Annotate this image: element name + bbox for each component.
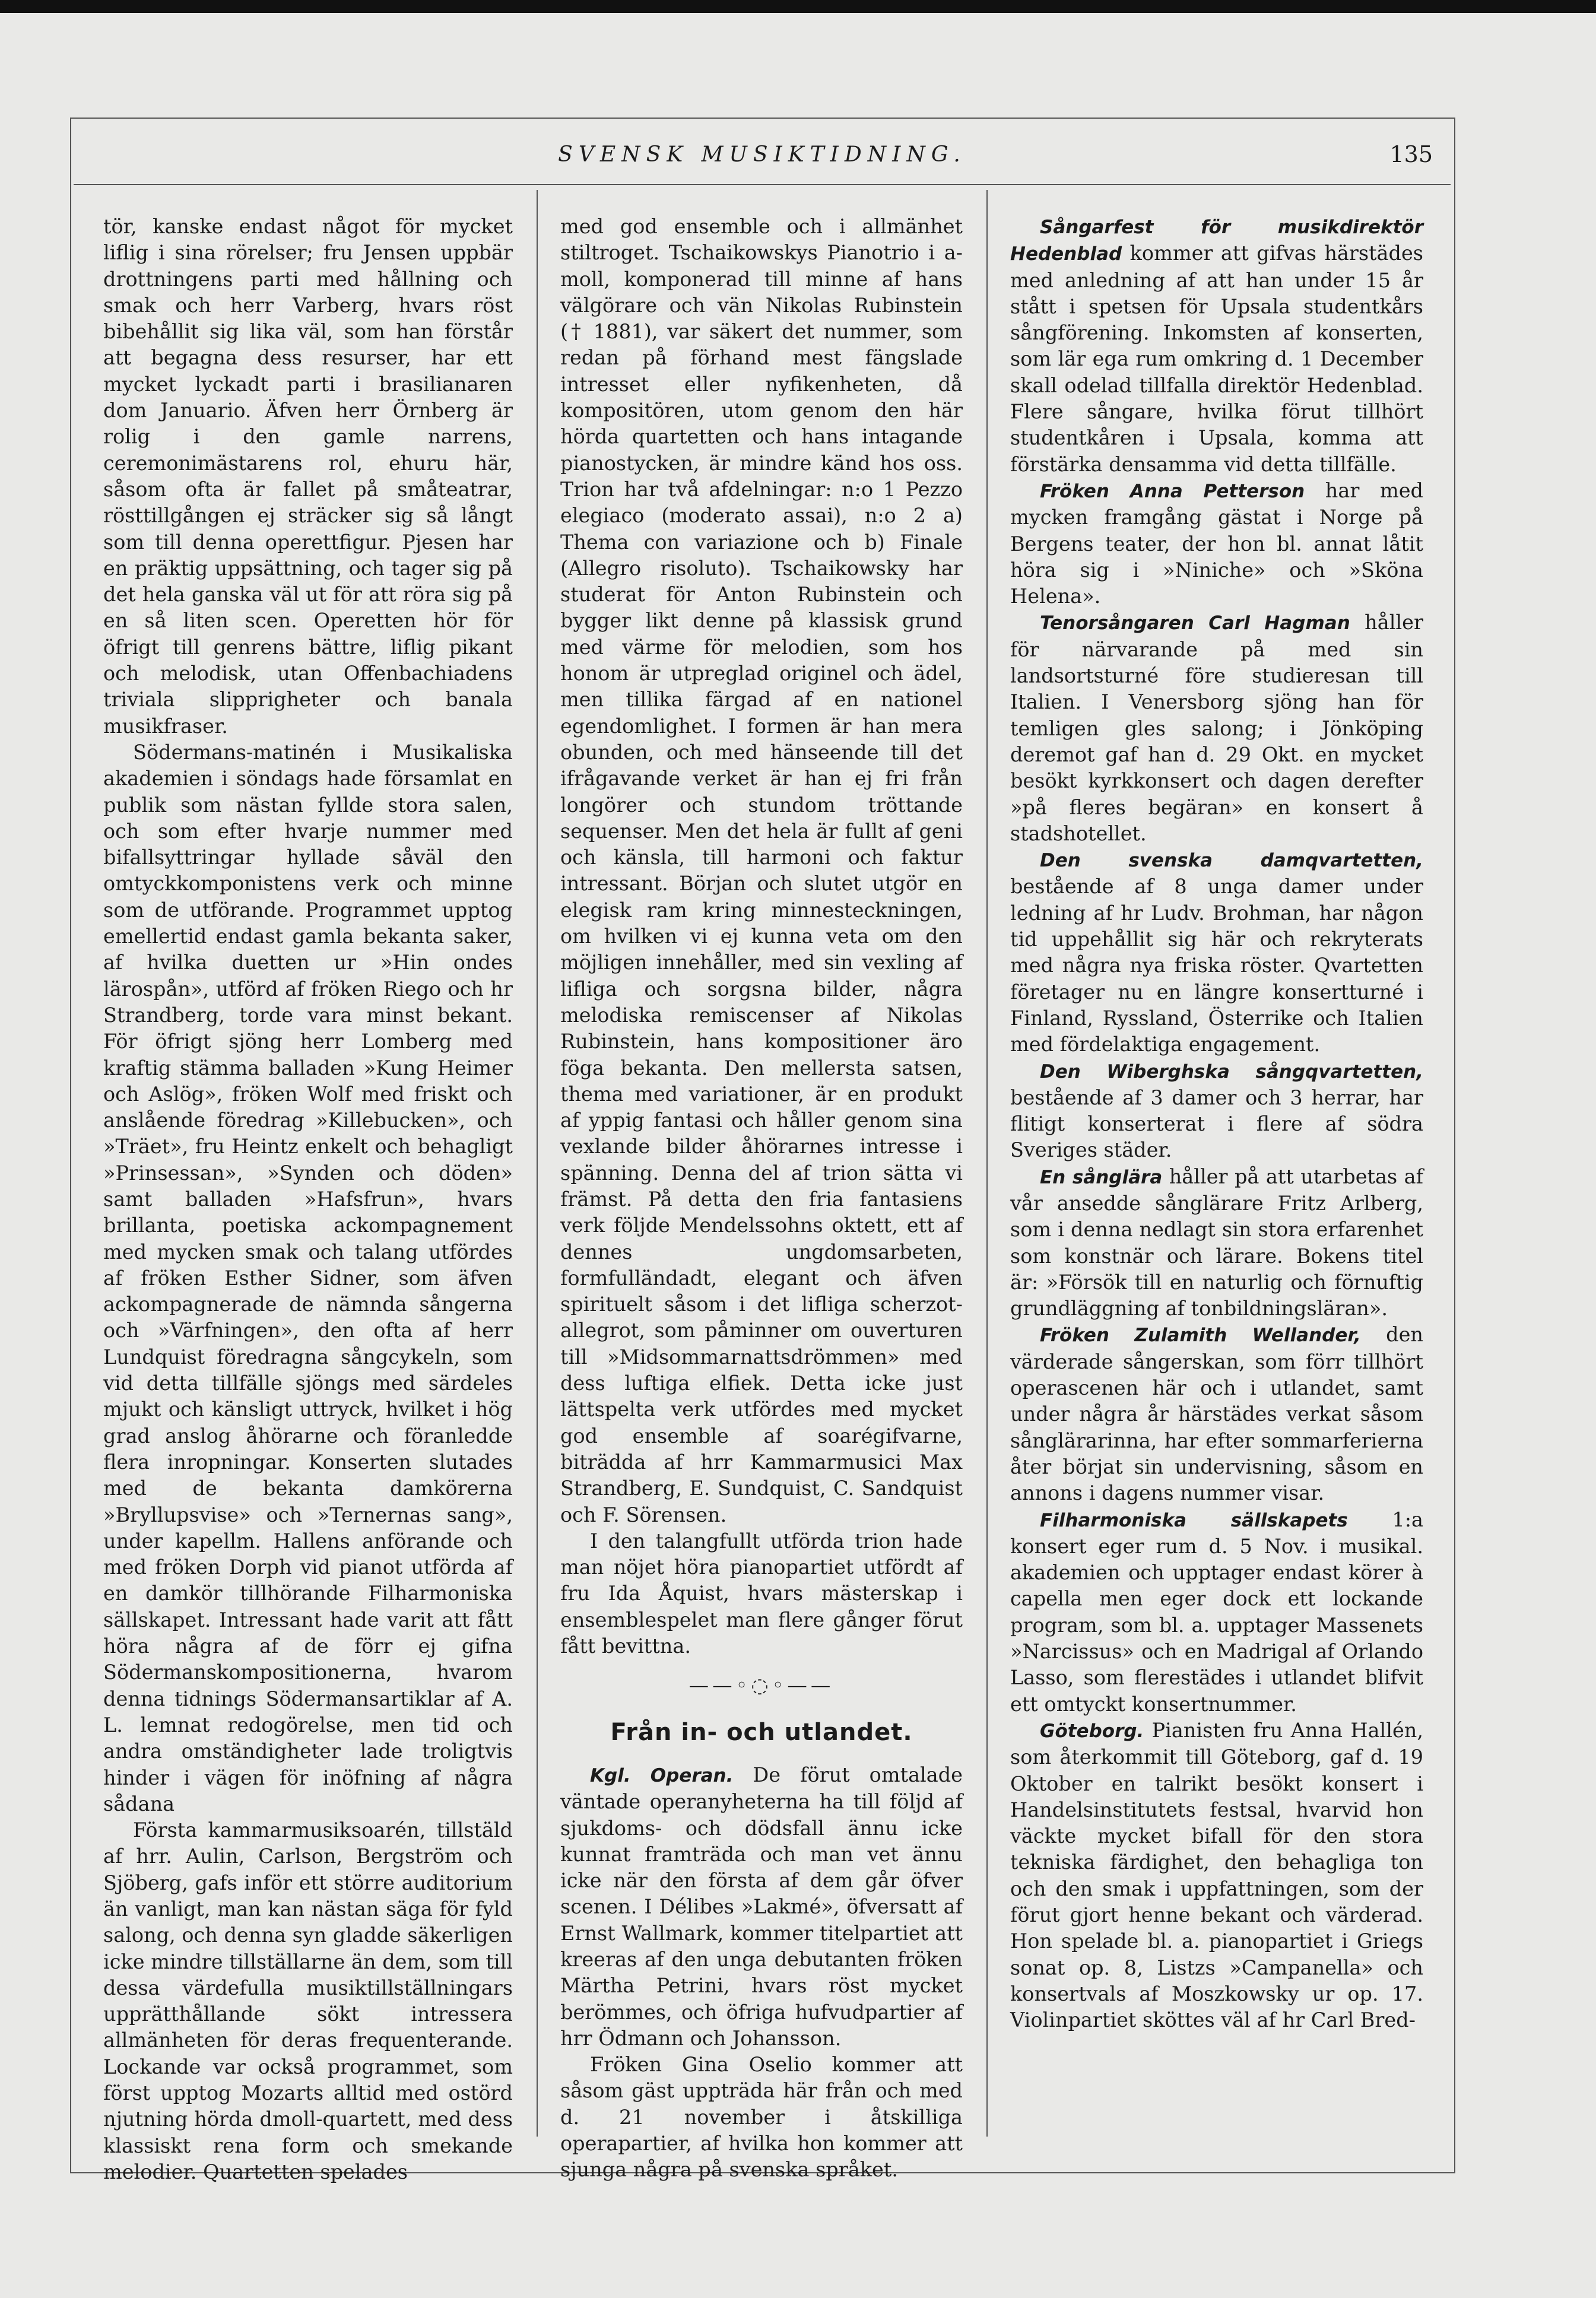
item-text: De förut omtalade väntade operanyheterna ha till följd af sjukdoms- och dödsfall ännu icke kunnat framträda och man vet ännu icke när den första af dem går öfver scenen. I Délibes »Lakmé», öfversatt af Ernst Wallmark, kommer titelpartiet att kreeras af den unga debutanten fröken Märtha Petrini, hvars röst mycket berömmes, och öfriga hufvudpartier af hrr Ödmann och Johansson.	[560, 1763, 963, 2050]
paragraph: Första kammarmusiksoarén, tillstäld af hrr. Aulin, Carlson, Bergström och Sjöberg, gafs inför ett större auditorium än vanligt, man kan nästan säga för fyld salong, och denna syn gladde säkerligen icke mindre tillställarne än dem, som till dessa värdefulla musiktillställningars upprätthållande sökt intressera allmänheten för deras frequenterande. Lockande var också programmet, som först upptog Mozarts alltid med ostörd njutning hörda dmoll-quartett, med dess klassiskt rena form och smekande melodier. Quartetten spelades	[103, 1818, 513, 2183]
item-text: har med mycken framgång gästat i Norge på Bergens teater, der hon bl. annat låtit höra sig i »Niniche» och »Sköna Helena».	[1010, 478, 1423, 608]
paragraph: med god ensemble och i allmänhet stiltroget. Tschaikowskys Pianotrio i a-moll, komponerad till minne af hans välgörare och vän Nikolas Rubinstein († 1881), var säkert det nummer, som redan på förhand mest fängslade intresset eller nyfikenheten, då kompositören, utom genom den här hörda quartetten och hans intagande pianostycken, är mindre känd hos oss. Trion har två afdelningar: n:o 1 Pezzo elegiaco (moderato assai), n:o 2 a) Thema con variazione och b) Finale (Allegro risoluto). Tschaikowsky har studerat för Anton Rubinstein och bygger likt denne på klassisk grund med värme för melodien, som hos honom är utpreglad originel och ädel, men tillika färgad af en nationel egendomlighet. I formen är han mera obunden, och med hänseende till det ifrågavande verket är han ej fri från longörer och stundom tröttande sequenser. Men det hela är fullt af geni och känsla, till harmoni och faktur intressant. Början och slutet utgör en elegisk ram kring minnesteckningen, om hvilken vi ej kunna veta om den möjligen innehåller, med sin vexling af lifliga och sorgsna bilder, några melodiska remiscenser af Nikolas Rubinstein, hans kompositioner äro föga bekanta. Den mellersta satsen, thema med variationer, är en produkt af yppig fantasi och håller genom sina vexlande bilder åhörarnes intresse i spänning. Denna del af trion sätta vi främst. På detta den fria fantasiens verk följde Mendelssohns oktett, ett af dennes ungdomsarbeten, formfulländadt, elegant och äfven spirituelt såsom i det lifliga scherzot-allegrot, som påminner om ouverturen till »Midsommarnattsdrömmen» med dess luftiga elfiek. Detta icke just lättspelta verk utfördes med mycket god ensemble af soarégifvarne, biträdda af hrr Kammarmusici Max Strandberg, E. Sundquist, C. Sandquist och F. Sörensen.	[560, 215, 963, 1526]
news-item	[1010, 847, 1423, 1058]
item-text: bestående af 3 damer och 3 herrar, har flitigt konserterat i flere af södra Sveriges städer.	[1010, 1085, 1423, 1162]
page-header	[74, 137, 1451, 185]
item-lead: Kgl. Operan.	[590, 1764, 734, 1786]
item-text: Pianisten fru Anna Hallén, som återkommit till Göteborg, gaf d. 19 Oktober en talrikt besökt konsert i Handelsinstitutets festsal, hvarvid hon väckte mycket bifall för den stora tekniska färdighet, den behagliga ton och den smak i uppfattningen, som der förut gjort henne bekant och värderad. Hon spelade bl. a. pianopartiet i Griegs sonat op. 8, Listzs »Campanella» och konsertvals af Moszkowsky ur op. 17. Violinpartiet sköttes väl af hr Carl Bred-	[1010, 1718, 1423, 2032]
paragraph: Södermans-matinén i Musikaliska akademien i söndags hade församlat en publik som nästan fyllde stora salen, och som efter hvarje nummer med bifallsyttringar hyllade såväl den omtyckkomponistens verk och minne som de utförande. Programmet upptog emellertid endast gamla bekanta saker, af hvilka duetten ur »Hin ondes lärospån», utförd af fröken Riego och hr Strandberg, torde vara minst bekant. För öfrigt sjöng herr Lomberg med kraftig stämma balladen »Kung Heimer och Aslög», fröken Wolf med friskt och anslående föredrag »Killebucken», och »Träet», fru Heintz enkelt och behagligt »Prinsessan», »Synden och döden» samt balladen »Hafsfrun», hvars brillanta, poetiska ackompagnement med mycken smak och talang utfördes af fröken Esther Sidner, som äfven ackompagnerade de nämnda sångerna och »Värfningen», den ofta af herr Lundquist föredragna sångcykeln, som vid detta tillfälle sjöngs med särdeles mjukt och känsligt uttryck, hvilket i hög grad anslog åhörarne och föranledde flera inropningar. Konserten slutades med de bekanta damkörerna »Bryllupsvise» och »Ternernas sang», under kapellm. Hallens anförande och med fröken Dorph vid pianot utförda af en damkör tillhörande Filharmoniska sällskapet. Intressant hade varit att fått höra några af de förr ej gifna Södermanskompositionerna, hvarom denna tidnings Södermansartiklar af A. L. lemnat redogörelse, men tid och andra omständigheter lade troligtvis hinder i vägen för inöfning af några sådana	[103, 740, 513, 1815]
news-item	[1010, 610, 1423, 847]
news-item	[1010, 1718, 1423, 2034]
ornament-divider: ——◦◌◦——	[688, 1674, 835, 1697]
news-item	[1010, 1058, 1423, 1164]
news-item	[1010, 1164, 1423, 1322]
page-number: 135	[1389, 141, 1433, 167]
news-item	[1010, 1322, 1423, 1506]
item-text: kommer att gifvas härstädes med anledning af att han under 15 år stått i spetsen för Upsala studentkårs sångförening. Inkomsten af konserten, som lär ega rum omkring d. 1 December skall odelad tillfalla direktör Hedenblad. Flere sångare, hvilka förut tillhört studentkåren i Upsala, komma att förstärka densamma vid detta tillfälle.	[1010, 242, 1423, 476]
column-2	[560, 214, 963, 2182]
item-lead: Fröken Zulamith Wellander,	[1040, 1325, 1361, 1347]
section-title: Från in- och utlandet.	[610, 1718, 913, 1746]
item-lead: Filharmoniska sällskapets	[1040, 1509, 1348, 1531]
paragraph: I den talangfullt utförda trion hade man nöjet höra pianopartiet utfördt af fru Ida Åquist, hvars mästerskap i ensemblespelet man flere gånger förut fått bevittna.	[560, 1529, 963, 1658]
column-3	[1010, 214, 1423, 2131]
item-lead: Den svenska damqvartetten,	[1040, 850, 1423, 872]
paragraph: tör, kanske endast något för mycket liflig i sina rörelser; fru Jensen uppbär drottningens parti med hållning och smak och herr Varberg, hvars röst bibehållit sig lika väl, som han förstår att begagna dess resurser, har ett mycket lyckadt parti i brasilianaren dom Januario. Äfven herr Örnberg är rolig i den gamle narrens, ceremonimästarens rol, ehuru här, såsom ofta är fallet på småteatrar, rösttillgången ej sträcker sig så långt som till denna operettfigur. Pjesen har en präktig uppsättning, och tager sig på det hela ganska väl ut för att röra sig på en så liten scen. Operetten hör för öfrigt till genrens bättre, liflig pikant och melodisk, utan Offenbachiadens triviala slipprigheter och banala musikfraser.	[103, 215, 513, 738]
scan-edge	[0, 0, 1596, 13]
news-item	[1010, 478, 1423, 610]
item-lead: Sångarfest för musikdirektör Hedenblad	[1010, 217, 1423, 265]
item-text: håller på att utarbetas af vår ansedde sånglärare Fritz Arlberg, som i denna nedlagt sin stora erfarenhet som konstnär och lärare. Bokens titel är: »Försök till en naturlig och förnuftig grundläggning af tonbildningsläran».	[1010, 1164, 1424, 1321]
item-text: den värderade sångerskan, som förr tillhört operascenen här och i utlandet, samt under några år härstädes verkat såsom sånglärarinna, har efter sommarferierna åter börjat sin undervisning, såsom en annons i dagens nummer visar.	[1010, 1323, 1423, 1505]
paragraph: Fröken Gina Oselio kommer att såsom gäst uppträda här från och med d. 21 november i åtskilliga operapartier, af hvilka hon kommer att sjunga några på svenska språket.	[560, 2053, 963, 2182]
item-lead: Fröken Anna Petterson	[1040, 480, 1305, 502]
column-divider	[986, 190, 988, 2137]
news-item	[1010, 214, 1423, 478]
news-item	[560, 1762, 963, 2052]
item-lead: Göteborg.	[1040, 1720, 1144, 1742]
journal-title: SVENSK MUSIKTIDNING.	[558, 142, 966, 167]
item-lead: Den Wiberghska sångqvartetten,	[1040, 1061, 1423, 1083]
news-item	[1010, 1507, 1423, 1718]
item-lead: En sånglära	[1040, 1166, 1163, 1188]
item-text: håller för närvarande på med sin landsortsturné före studieresan till Italien. I Venersborg sjöng han för temligen gles salong; i Jönköping deremot gaf han d. 29 Okt. en mycket besökt kyrkkonsert och dagen derefter »på fleres begäran» en konsert å stadshotellet.	[1010, 611, 1423, 845]
item-text: 1:a konsert eger rum d. 5 Nov. i musikal. akademien och upptager endast körer à capella men eger dock ett lockande program, som bl. a. upptager Massenets »Narcissus» och en Madrigal af Orlando Lasso, som flerestädes i utlandet blifvit ett omtyckt konsertnummer.	[1010, 1507, 1423, 1716]
column-divider	[537, 190, 538, 2137]
item-text: bestående af 8 unga damer under ledning af hr Ludv. Brohman, har någon tid uppehållit sig här och rekryterats med några nya friska röster. Qvartetten företager nu en längre konsertturné i Finland, Ryssland, Österrike och Italien med fördelaktiga engagement.	[1010, 875, 1423, 1056]
column-1	[103, 214, 513, 2183]
item-lead: Tenorsångaren Carl Hagman	[1040, 612, 1350, 634]
